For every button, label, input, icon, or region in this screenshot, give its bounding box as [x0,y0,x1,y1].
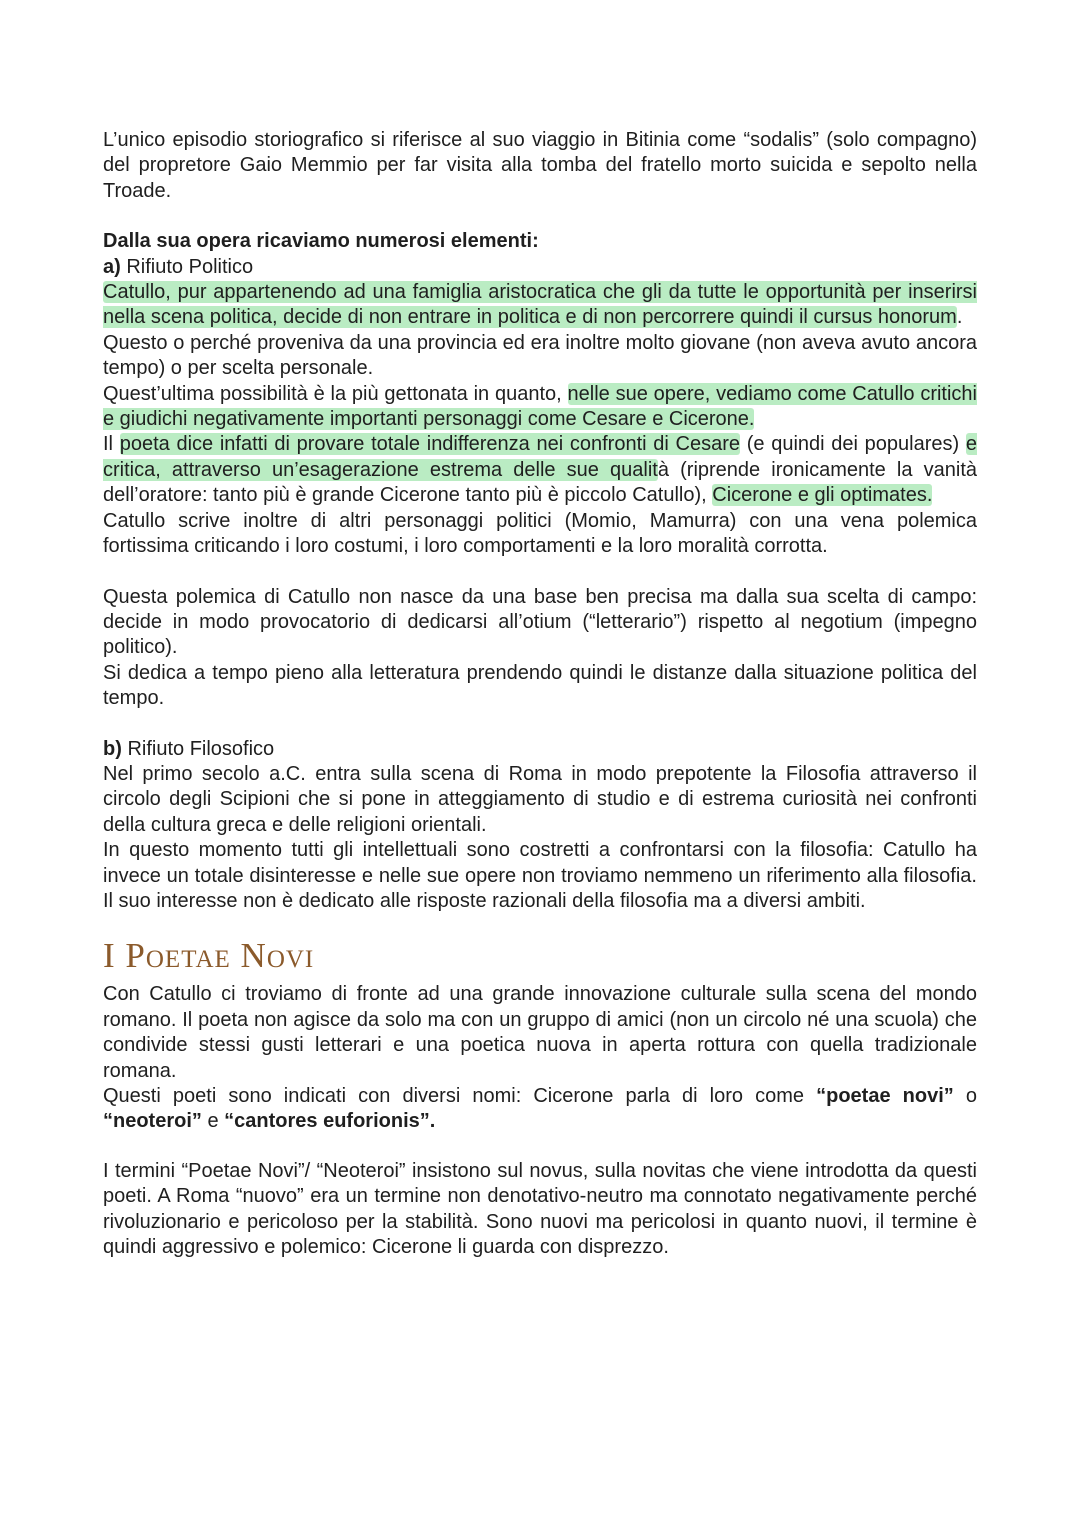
document-page [103,128,977,1260]
subsection-b-label: b) [103,737,122,760]
highlight-4: e critica, attraverso un’esagerazione estrema delle sue qualit [103,433,977,481]
highlight-1: Catullo, pur appartenendo ad una famiglia aristocratica che gli da tutte le opportunità per inserirsi nella scena politica, decide di non entrare in politica e di non percorrere quindi il cursus honorum [103,281,977,329]
subsection-a-title [103,255,977,280]
paragraph-nomi: Questi poeti sono indicati con diversi nomi: Cicerone parla di loro come “poetae novi” o “neoteroi” e “cantores euforionis”. [103,1085,977,1133]
paragraph-indifferenza: Il poeta dice infatti di provare totale indifferenza nei confronti di Cesare (e quindi dei populares) e critica, attraverso un’esagerazione estrema delle sue qualità (riprende ironicamente la vanità dell’oratore: tanto più è grande Cicerone tanto più è piccolo Catullo), Cicerone e gli optimates. [103,433,977,507]
highlight-5: Cicerone e gli optimates. [712,484,933,507]
paragraph-provincia: Questo o perché proveniva da una provincia ed era inoltre molto giovane (non aveva avuto ancora tempo) o per scelta personale. [103,331,977,380]
paragraph-termini: I termini “Poetae Novi”/ “Neoteroi” insistono sul novus, sulla novitas che viene introdotta da questi poeti. A Roma “nuovo” era un termine non denotativo-neutro ma connotato negativamente perché rivoluzionario e pericoloso per la stabilità. Sono nuovi ma pericolosi in quanto nuovi, il termine è quindi aggressivo e polemico: Cicerone li guarda con disprezzo. [103,1159,977,1259]
subsection-b-text: Rifiuto Filosofico [121,737,275,760]
paragraph-innovazione: Con Catullo ci troviamo di fronte ad una grande innovazione culturale sulla scena del mondo romano. Il poeta non agisce da solo ma con un gruppo di amici (non un circolo né una scuola) che condivide stessi gusti letterari e una poetica nuova in aperta rottura con quella tradizionale romana. [103,983,977,1082]
intro-paragraph: L’unico episodio storiografico si riferisce al suo viaggio in Bitinia come “sodalis” (solo compagno) del propretore Gaio Memmio per far visita alla tomba del fratello morto suicida e sepolto nella Troade. [103,129,977,202]
paragraph-possibilita: Quest’ultima possibilità è la più gettonata in quanto, nelle sue opere, vediamo come Catullo critichi e giudichi negativamente importanti personaggi come Cesare e Cicerone. [103,382,977,431]
paragraph-filosofia: Nel primo secolo a.C. entra sulla scena di Roma in modo prepotente la Filosofia attraverso il circolo degli Scipioni che si pone in atteggiamento di studio e di estrema curiosità nei confronti della cultura greca e delle religioni orientali. [103,762,977,836]
paragraph-polemica: Questa polemica di Catullo non nasce da una base ben precisa ma dalla sua scelta di campo: decide in modo provocatorio di dedicarsi all’otium (“letterario”) rispetto al negotium (impegno politico). [103,585,977,659]
subsection-b-title [103,737,977,762]
section-title-poetae-novi: I Poetae Novi [103,936,315,976]
paragraph-altri-personaggi: Catullo scrive inoltre di altri personaggi politici (Momio, Mamurra) con una vena polemica fortissima criticando i loro costumi, i loro comportamenti e la loro moralità corrotta. [103,509,977,558]
paragraph-catullo-aristocratico: Catullo, pur appartenendo ad una famiglia aristocratica che gli da tutte le opportunità per inserirsi nella scena politica, decide di non entrare in politica e di non percorrere quindi il cursus honorum. [103,281,977,329]
opera-heading: Dalla sua opera ricaviamo numerosi elementi: [103,230,539,253]
highlight-3: poeta dice infatti di provare totale indifferenza nei confronti di Cesare [119,433,741,456]
subsection-a-label: a) [103,255,121,278]
paragraph-letteratura: Si dedica a tempo pieno alla letteratura prendendo quindi le distanze dalla situazione politica del tempo. [103,661,977,710]
highlight-2: nelle sue opere, vediamo come Catullo critichi e giudichi negativamente importanti personaggi come Cesare e Cicerone. [103,382,977,431]
subsection-a-text: Rifiuto Politico [120,255,254,278]
paragraph-disinteresse: In questo momento tutti gli intellettuali sono costretti a confrontarsi con la filosofia: Catullo ha invece un totale disinteresse e nelle sue opere non troviamo nemmeno un riferimento alla filosofia. Il suo interesse non è dedicato alle risposte razionali della filosofia ma a diversi ambiti. [103,839,977,912]
